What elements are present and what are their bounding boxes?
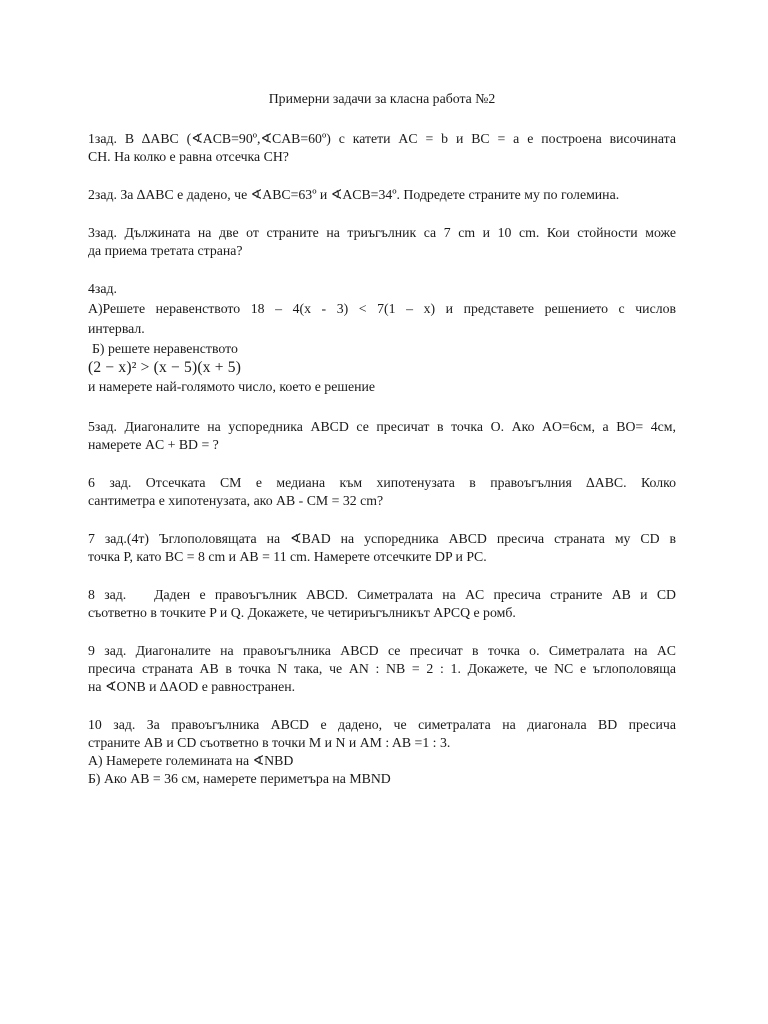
problem-6-line-1: 6 зад. Отсечката CM е медиана към хипотенузата в правоъгълния ∆ABC. Колко — [88, 475, 676, 490]
problem-4-heading: 4зад. — [88, 281, 117, 296]
problem-4-part-a-line-1: А)Решете неравенството 18 – 4(x - 3) < 7(1 – x) и представете решението с числов — [88, 301, 676, 316]
problem-2-line-1: 2зад. За ∆ABC е дадено, че ∢ABC=63º и ∢ACB=34º. Подредете страните му по големина. — [88, 187, 620, 202]
problem-4-part-b-label: Б) решете неравенството — [92, 341, 238, 356]
problem-10-line-2: страните AB и CD съответно в точки M и N и AM : AB =1 : 3. — [88, 735, 451, 750]
problem-3 — [88, 224, 676, 260]
problem-2 — [88, 186, 676, 204]
problem-9-line-2: пресича страната AB в точка N така, че AN : NB = 2 : 1. Докажете, че NC е ъглополовяща — [88, 661, 676, 676]
problem-9 — [88, 642, 676, 696]
problem-10 — [88, 716, 676, 788]
problem-7 — [88, 530, 676, 566]
problem-8-line-1: 8 зад. Даден е правоъгълник ABCD. Симетралата на AC пресича страните AB и CD — [88, 587, 676, 602]
problem-10-part-a: А) Намерете големината на ∢NBD — [88, 753, 294, 768]
problem-4-part-b-line-2: и намерете най-голямото число, което е решение — [88, 379, 375, 394]
problem-1 — [88, 130, 676, 166]
document-page — [88, 90, 676, 808]
problem-6-line-2: сантиметра е хипотенузата, ако AB - CM = 32 cm? — [88, 493, 384, 508]
problem-4 — [88, 280, 676, 396]
problem-7-line-1: 7 зад.(4т) Ъглополовящата на ∢BAD на успоредника ABCD пресича страната му CD в — [88, 531, 676, 546]
problem-4-inequality: (2 − x)² > (x − 5)(x + 5) — [88, 359, 242, 376]
problem-1-line-2: CH. На колко е равна отсечка CH? — [88, 149, 289, 164]
problem-5-line-1: 5зад. Диагоналите на успоредника ABCD се пресичат в точка O. Ако AO=6см, а BO= 4см, — [88, 419, 676, 434]
problem-6 — [88, 474, 676, 510]
problem-4-part-a-line-2: интервал. — [88, 321, 145, 336]
problem-5 — [88, 418, 676, 454]
problem-10-part-b: Б) Ако AB = 36 см, намерете периметъра на MBND — [88, 771, 391, 786]
problem-8 — [88, 586, 676, 622]
problem-10-line-1: 10 зад. За правоъгълника ABCD е дадено, че симетралата на диагонала BD пресича — [88, 717, 676, 732]
problem-9-line-3: на ∢ONB и ∆AOD е равностранен. — [88, 679, 296, 694]
problem-3-line-1: 3зад. Дължината на две от страните на триъгълник са 7 cm и 10 cm. Кои стойности може — [88, 225, 676, 240]
problem-5-line-2: намерете AC + BD = ? — [88, 437, 219, 452]
problem-3-line-2: да приема третата страна? — [88, 243, 243, 258]
page-title: Примерни задачи за класна работа №2 — [268, 91, 496, 106]
problem-1-line-1: 1зад. В ∆ABC (∢ACB=90º,∢CAB=60º) с катети AC = b и BC = a е построена височината — [88, 131, 676, 146]
problem-7-line-2: точка P, като BC = 8 cm и AB = 11 cm. Намерете отсечките DP и PC. — [88, 549, 487, 564]
problem-9-line-1: 9 зад. Диагоналите на правоъгълника ABCD се пресичат в точка о. Симетралата на AC — [88, 643, 676, 658]
problem-8-line-2: съответно в точките P и Q. Докажете, че четириъгълникът APCQ е ромб. — [88, 605, 516, 620]
